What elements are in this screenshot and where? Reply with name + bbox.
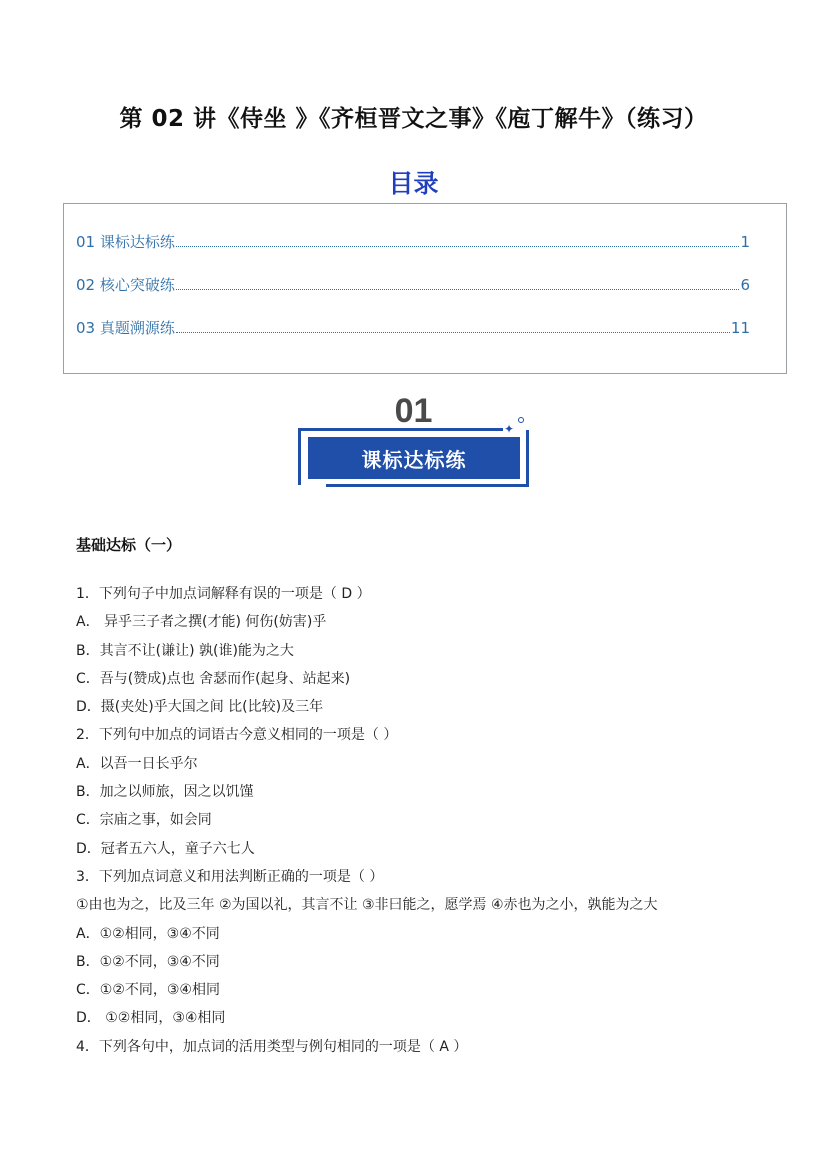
section-subtitle: 基础达标（一）	[76, 536, 182, 554]
toc-item-1[interactable]	[76, 231, 750, 252]
question-line: B．其言不让(谦让) 孰(谁)能为之大	[76, 642, 294, 659]
question-line: C．吾与(赞成)点也 舍瑟而作(起身、站起来)	[76, 670, 351, 687]
question-line: 3．下列加点词意义和用法判断正确的一项是（ ）	[76, 868, 384, 885]
question-line: A．以吾一日长乎尔	[76, 755, 198, 772]
toc-item-3[interactable]	[76, 317, 750, 338]
toc-item-label[interactable]: 01 课标达标练	[76, 233, 175, 251]
toc-item-page[interactable]: 6	[740, 276, 750, 294]
sparkle-icon: ✦	[504, 422, 515, 436]
question-line: D．冠者五六人，童子六七人	[76, 840, 255, 857]
question-line: A．①②相同，③④不同	[76, 925, 220, 942]
question-line: C．宗庙之事，如会同	[76, 812, 212, 829]
question-list	[76, 580, 776, 1061]
question-line: B．加之以师旅，因之以饥馑	[76, 784, 254, 801]
question-line: A． 异乎三子者之撰(才能) 何伤(妨害)乎	[76, 614, 327, 631]
toc-leader-dots	[176, 234, 740, 247]
question-line: 4．下列各句中，加点词的活用类型与例句相同的一项是（ A ）	[76, 1038, 468, 1055]
question-line: C．①②不同，③④相同	[76, 982, 220, 999]
toc-item-page[interactable]: 1	[740, 233, 750, 251]
circle-icon	[518, 417, 524, 423]
question-line: D．摄(夹处)乎大国之间 比(比较)及三年	[76, 699, 324, 716]
question-line: B．①②不同，③④不同	[76, 953, 220, 970]
toc-leader-dots	[176, 277, 740, 290]
toc-item-label[interactable]: 03 真题溯源练	[76, 319, 175, 337]
question-line: ①由也为之，比及三年 ②为国以礼，其言不让 ③非曰能之，愿学焉 ④赤也为之小，孰能为之大	[76, 897, 658, 914]
toc-item-2[interactable]	[76, 274, 750, 295]
toc-heading: 目录	[388, 169, 439, 198]
section-number: 01	[394, 392, 433, 430]
toc-item-label[interactable]: 02 核心突破练	[76, 276, 175, 294]
toc-item-page[interactable]: 11	[730, 319, 750, 337]
section-banner-label: 课标达标练	[308, 437, 520, 479]
question-line: 2．下列句中加点的词语古今意义相同的一项是（ ）	[76, 727, 398, 744]
section-banner	[298, 416, 530, 488]
table-of-contents	[63, 203, 787, 374]
question-line: 1．下列句子中加点词解释有误的一项是（ D ）	[76, 586, 371, 602]
toc-leader-dots	[176, 320, 730, 333]
question-line: D． ①②相同，③④相同	[76, 1010, 226, 1027]
document-title: 第 02 讲《侍坐 》《齐桓晋文之事》《庖丁解牛》（练习）	[119, 106, 708, 132]
